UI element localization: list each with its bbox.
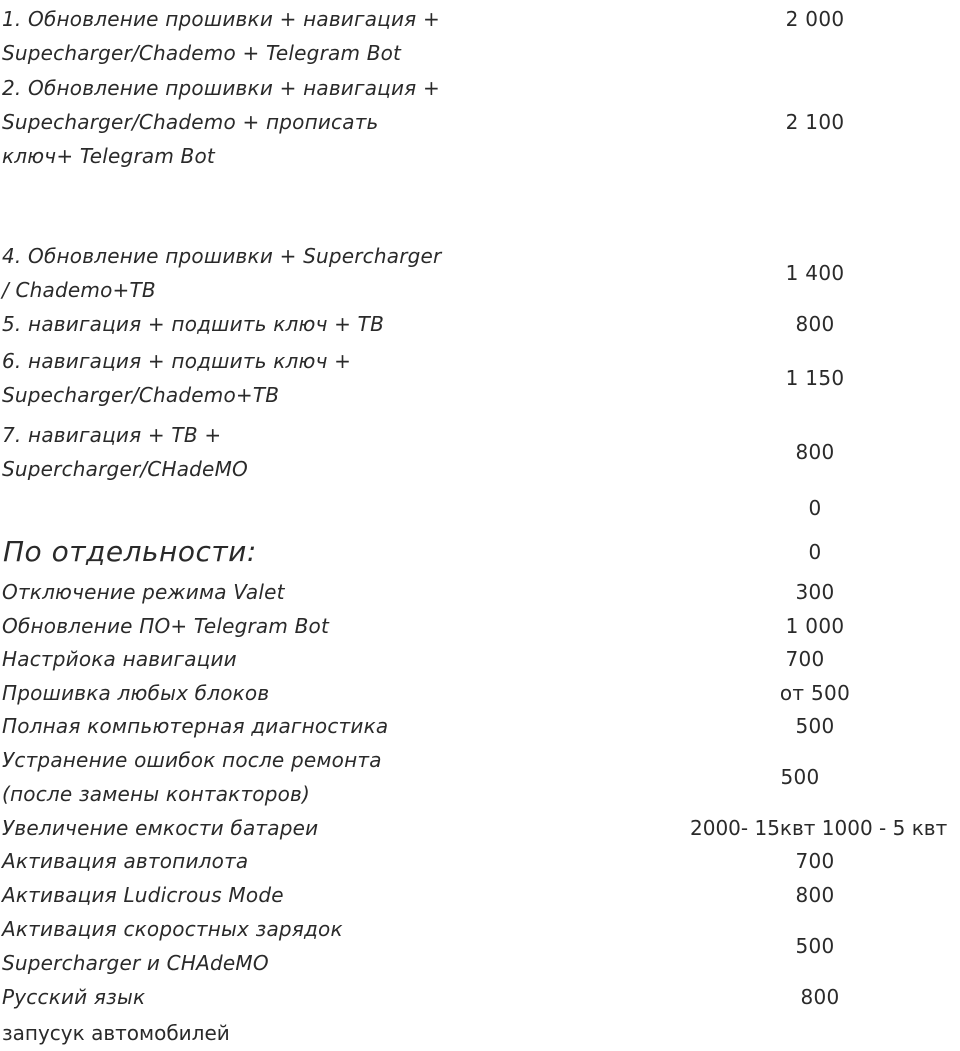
service-price: 500 (795, 934, 835, 958)
service-price: 300 (795, 580, 835, 604)
service-name: Прошивка любых блоков (2, 681, 270, 705)
service-price: 700 (785, 647, 825, 671)
service-name: Настрйока навигации (2, 647, 237, 671)
service-price: 2000- 15квт 1000 - 5 квт (690, 816, 948, 840)
package-price: 1 400 (785, 261, 845, 285)
service-name: Увеличение емкости батареи (2, 816, 319, 840)
service-name: Активация автопилота (2, 849, 249, 873)
package-name: 2. Обновление прошивки + навигация + Supecharger/Chademo + прописать ключ+ Telegram Bot (2, 76, 440, 168)
service-price: 700 (795, 849, 835, 873)
package-price: 2 100 (785, 110, 845, 134)
package-price: 1 150 (785, 366, 845, 390)
service-price: 800 (800, 985, 840, 1009)
package-price: 800 (795, 312, 835, 336)
service-name: Устранение ошибок после ремонта (после замены контакторов) (2, 748, 382, 806)
package-price: 800 (795, 440, 835, 464)
service-price: 500 (780, 765, 820, 789)
package-name: 7. навигация + ТВ + Supercharger/CHadeMO (2, 423, 248, 481)
service-name: Русский язык (2, 985, 146, 1009)
service-name: Отключение режима Valet (2, 580, 285, 604)
service-price: 800 (795, 883, 835, 907)
package-name: 5. навигация + подшить ключ + ТВ (2, 312, 384, 336)
zero-price: 0 (808, 496, 822, 520)
service-name: Обновление ПО+ Telegram Bot (2, 614, 330, 638)
package-name: 4. Обновление прошивки + Supercharger / Chademo+ТВ (2, 244, 442, 302)
service-price: от 500 (779, 681, 851, 705)
package-name: 6. навигация + подшить ключ + Supecharger/Chademo+ТВ (2, 349, 352, 407)
service-name: Полная компьютерная диагностика (2, 714, 389, 738)
footer-text: запусук автомобилей (2, 1021, 230, 1045)
service-price: 500 (795, 714, 835, 738)
package-name: 1. Обновление прошивки + навигация + Supecharger/Chademo + Telegram Bot (2, 7, 440, 65)
heading-price: 0 (808, 540, 822, 564)
service-name: Активация скоростных зарядок Supercharger и CHAdeMO (2, 917, 343, 975)
section-heading: По отдельности: (3, 535, 257, 568)
service-name: Активация Ludicrous Mode (2, 883, 284, 907)
service-price: 1 000 (785, 614, 845, 638)
package-price: 2 000 (785, 7, 845, 31)
